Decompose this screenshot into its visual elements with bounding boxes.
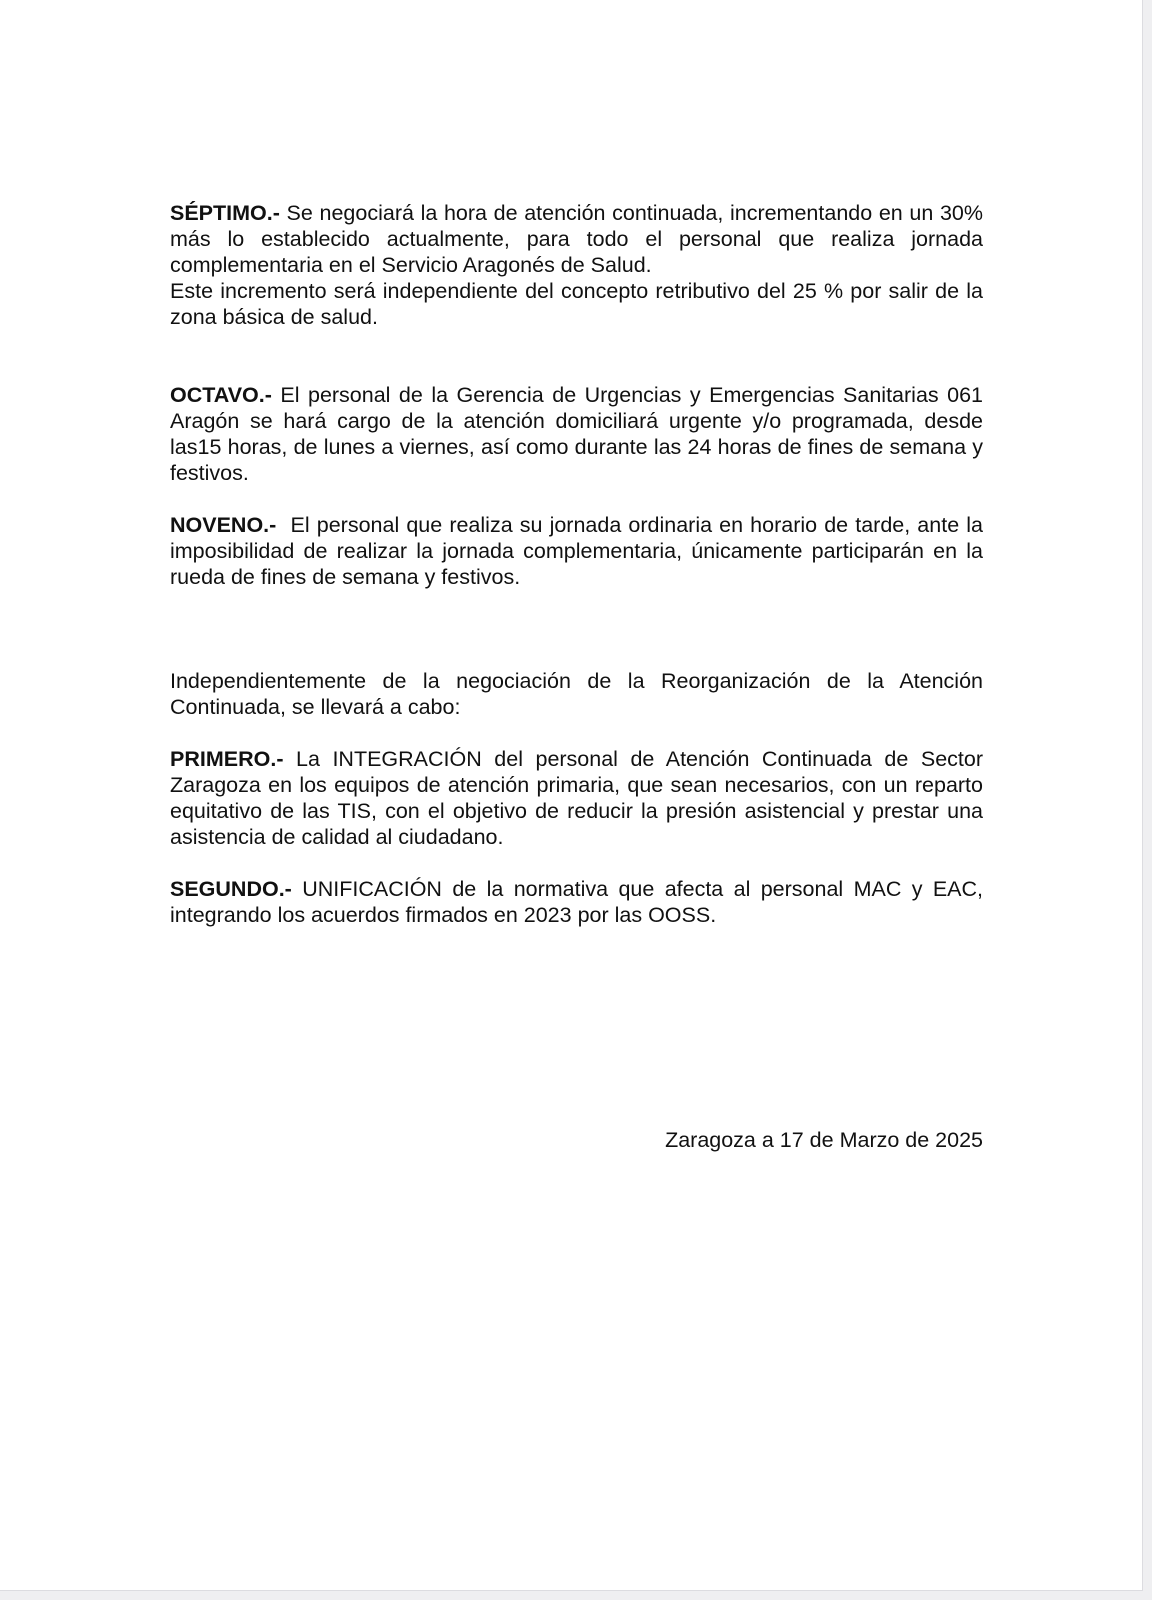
section-heading: NOVENO.- [170, 513, 277, 537]
section-text: El personal que realiza su jornada ordinaria en horario de tarde, ante la imposibilidad de realizar la jornada complementaria, únicamente participarán en la rueda de fines de semana y festivos. [170, 513, 989, 589]
section-octavo [170, 382, 983, 486]
section-text: La INTEGRACIÓN del personal de Atención Continuada de Sector Zaragoza en los equipos de atención primaria, que sean necesarios, con un reparto equitativo de las TIS, con el objetivo de reducir la presión asistencial y prestar una asistencia de calidad al ciudadano. [170, 747, 983, 849]
section-text: Este incremento será independiente del concepto retributivo del 25 % por salir de la zona básica de salud. [170, 279, 983, 329]
section-segundo [170, 876, 983, 928]
section-noveno [170, 512, 989, 590]
section-heading: OCTAVO.- [170, 383, 272, 407]
section-text: UNIFICACIÓN de la normativa que afecta al personal MAC y EAC, integrando los acuerdos firmados en 2023 por las OOSS. [170, 877, 983, 927]
document-body [170, 200, 989, 928]
place-date-signoff: Zaragoza a 17 de Marzo de 2025 [665, 1128, 983, 1152]
section-primero [170, 746, 983, 850]
section-septimo [170, 200, 983, 278]
intro-text: Independientemente de la negociación de la Reorganización de la Atención Continuada, se llevará a cabo: [170, 669, 983, 719]
intro-paragraph [170, 668, 983, 720]
section-text: Se negociará la hora de atención continuada, incrementando en un 30% más lo establecido actualmente, para todo el personal que realiza jornada complementaria en el Servicio Aragonés de Salud. [170, 201, 983, 277]
section-septimo-continued [170, 278, 983, 330]
section-heading: PRIMERO.- [170, 747, 284, 771]
section-heading: SEGUNDO.- [170, 877, 292, 901]
section-text: El personal de la Gerencia de Urgencias y Emergencias Sanitarias 061 Aragón se hará cargo de la atención domiciliará urgente y/o programada, desde las15 horas, de lunes a viernes, así como durante las 24 horas de fines de semana y festivos. [170, 383, 983, 485]
section-heading: SÉPTIMO.- [170, 201, 280, 225]
